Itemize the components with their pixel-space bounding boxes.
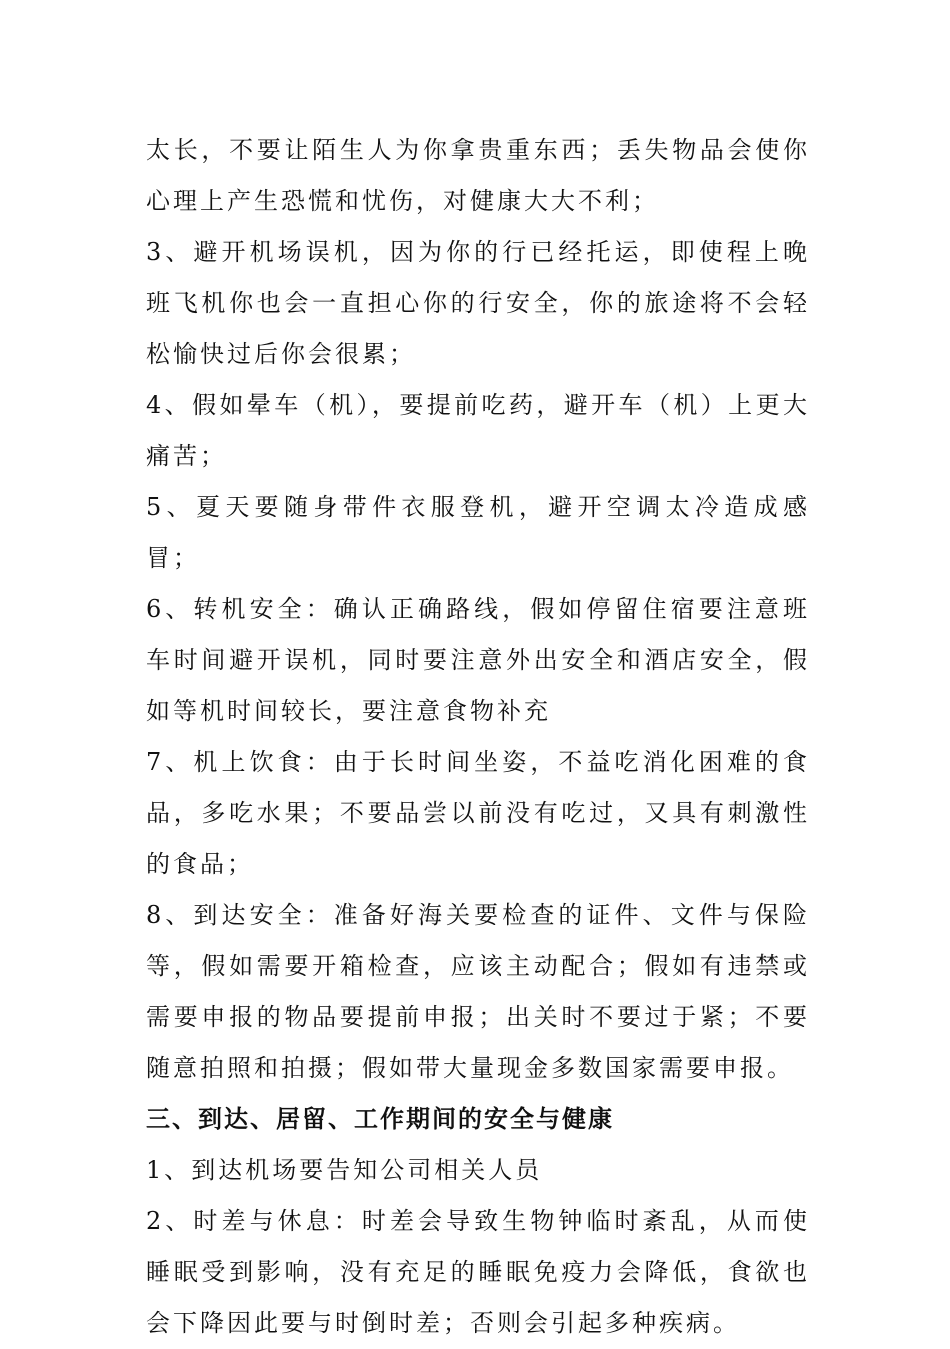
section-paragraph-2: 2、时差与休息：时差会导致生物钟临时紊乱，从而使睡眠受到影响，没有充足的睡眠免疫力会降低，食欲也会下降因此要与时倒时差；否则会引起多种疾病。 [146, 1207, 810, 1337]
section-paragraph-1: 1、到达机场要告知公司相关人员 [146, 1156, 543, 1184]
paragraph-item-5: 5、夏天要随身带件衣服登机，避开空调太冷造成感冒； [146, 493, 810, 572]
paragraph-item-7: 7、机上饮食：由于长时间坐姿，不益吃消化困难的食品，多吃水果；不要品尝以前没有吃过，又具有刺激性的食品； [146, 748, 810, 878]
document-body [146, 125, 810, 1349]
paragraph-item-4: 4、假如晕车（机），要提前吃药，避开车（机）上更大痛苦； [146, 391, 810, 470]
section-heading: 三、到达、居留、工作期间的安全与健康 [146, 1105, 614, 1133]
paragraph-continuation: 太长，不要让陌生人为你拿贵重东西；丢失物品会使你心理上产生恐慌和忧伤，对健康大大不利； [146, 136, 810, 215]
paragraph-item-3: 3、避开机场误机，因为你的行已经托运，即使程上晚班飞机你也会一直担心你的行安全，你的旅途将不会轻松愉快过后你会很累； [146, 238, 810, 368]
paragraph-item-8: 8、到达安全：准备好海关要检查的证件、文件与保险等，假如需要开箱检查，应该主动配合；假如有违禁或需要申报的物品要提前申报；出关时不要过于紧；不要随意拍照和拍摄；假如带大量现金多数国家需要申报。 [146, 901, 810, 1082]
paragraph-item-6: 6、转机安全：确认正确路线，假如停留住宿要注意班车时间避开误机，同时要注意外出安全和酒店安全，假如等机时间较长，要注意食物补充 [146, 595, 810, 725]
